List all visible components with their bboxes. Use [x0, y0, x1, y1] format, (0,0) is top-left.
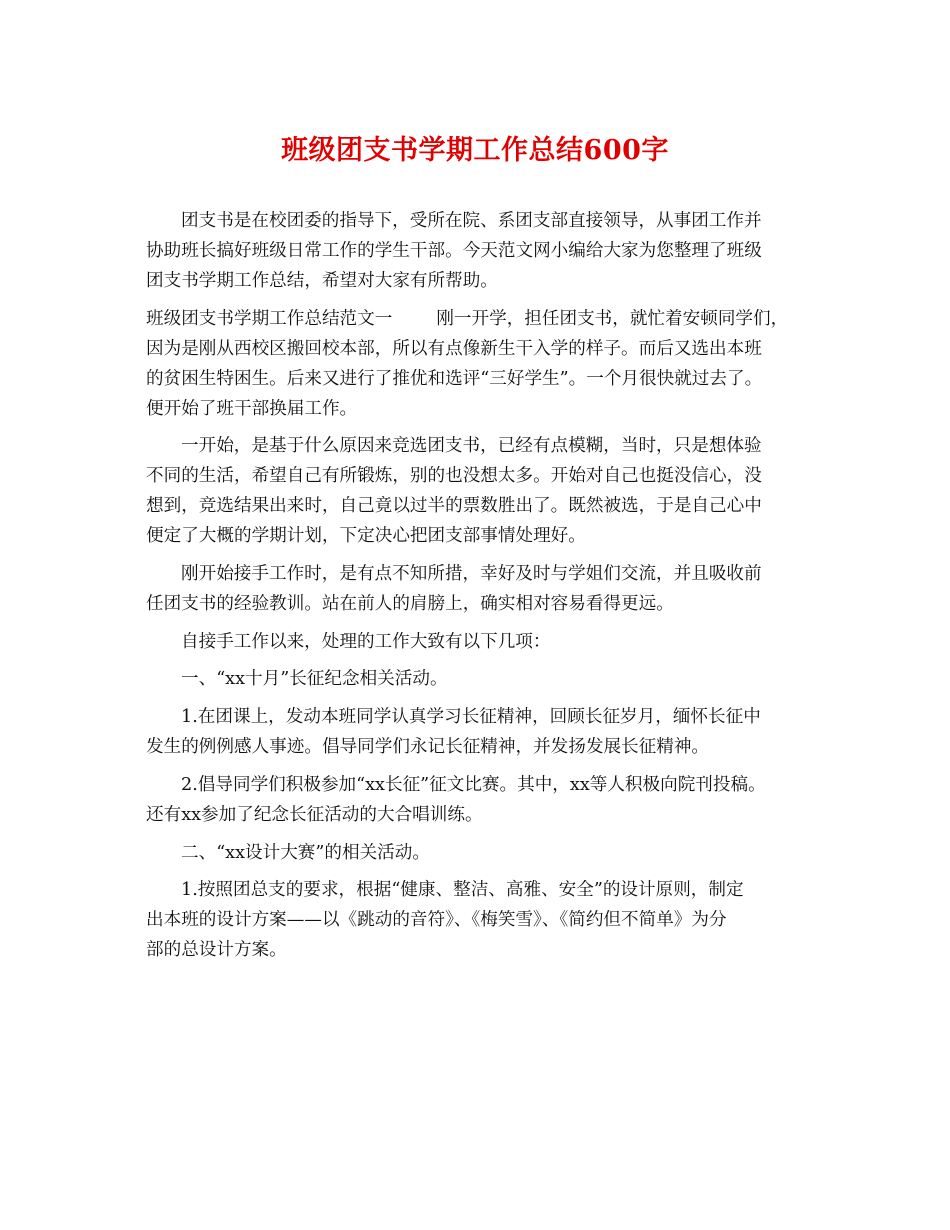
paragraph-item-two [146, 838, 826, 868]
text-line: 的贫困生特困生。后来又进行了推优和选评“三好学生”。一个月很快就过去了。 [146, 368, 763, 389]
document-title: 班级团支书学期工作总结600字 [281, 135, 669, 166]
text-line: 还有xx参加了纪念长征活动的大合唱训练。 [146, 804, 483, 825]
text-line: 二、“xx设计大赛”的相关活动。 [181, 842, 430, 863]
text-line: 一、“xx十月”长征纪念相关活动。 [181, 669, 448, 690]
paragraph-item-two-1 [146, 875, 826, 965]
paragraph-start [146, 559, 826, 619]
text-line: 便定了大概的学期计划，下定决心把团支部事情处理好。 [146, 526, 586, 547]
text-line: 因为是刚从西校区搬回校本部，所以有点像新生干入学的样子。而后又选出本班 [146, 338, 762, 359]
text-line: 协助班长搞好班级日常工作的学生干部。今天范文网小编给大家为您整理了班级 [146, 241, 762, 261]
paragraph-intro [146, 206, 826, 296]
text-line: 1.在团课上，发动本班同学认真学习长征精神，回顾长征岁月，缅怀长征中 [181, 707, 761, 728]
text-line: 自接手工作以来，处理的工作大致有以下几项： [181, 631, 551, 652]
text-line: 刚开始接手工作时，是有点不知所措，幸好及时与学姐们交流，并且吸收前 [181, 564, 762, 585]
text-line: 1.按照团总支的要求，根据“健康、整洁、高雅、安全”的设计原则，制定 [181, 880, 744, 901]
text-line: 便开始了班干部换届工作。 [146, 398, 358, 419]
text-line: 出本班的设计方案——以《跳动的音符》、《梅笑雪》、《简约但不简单》为分 [146, 910, 727, 931]
section-heading: 班级团支书学期工作总结范文一 [146, 308, 393, 329]
text-fragment: 刚一开学，担任团支书，就忙着安顿同学们， [436, 308, 789, 329]
paragraph-item-one [146, 664, 826, 694]
text-line: 发生的例例感人事迹。倡导同学们永记长征精神，并发扬发展长征精神。 [146, 737, 710, 758]
text-line [146, 304, 826, 334]
text-line: 团支书学期工作总结，希望对大家有所帮助。 [146, 271, 498, 291]
text-line: 团支书是在校团委的指导下，受所在院、系团支部直接领导，从事团工作并 [181, 211, 762, 231]
paragraph-item-one-1 [146, 702, 826, 762]
document-body [146, 206, 826, 973]
text-line: 不同的生活，希望自己有所锻炼，别的也没想太多。开始对自己也挺没信心，没 [146, 466, 762, 487]
text-line: 2.倡导同学们积极参加“xx长征”征文比赛。其中，xx等人积极向院刊投稿。 [181, 774, 766, 795]
text-line: 一开始，是基于什么原因来竞选团支书，已经有点模糊，当时，只是想体验 [181, 436, 762, 457]
paragraph-sample-one [146, 304, 826, 424]
text-line: 想到，竞选结果出来时，自己竟以过半的票数胜出了。既然被选，于是自己心中 [146, 496, 762, 517]
text-line: 任团支书的经验教训。站在前人的肩膀上，确实相对容易看得更远。 [146, 594, 674, 615]
text-line: 部的总设计方案。 [146, 940, 287, 961]
paragraph-motive [146, 431, 826, 551]
paragraph-summary [146, 627, 826, 657]
paragraph-item-one-2 [146, 770, 826, 830]
